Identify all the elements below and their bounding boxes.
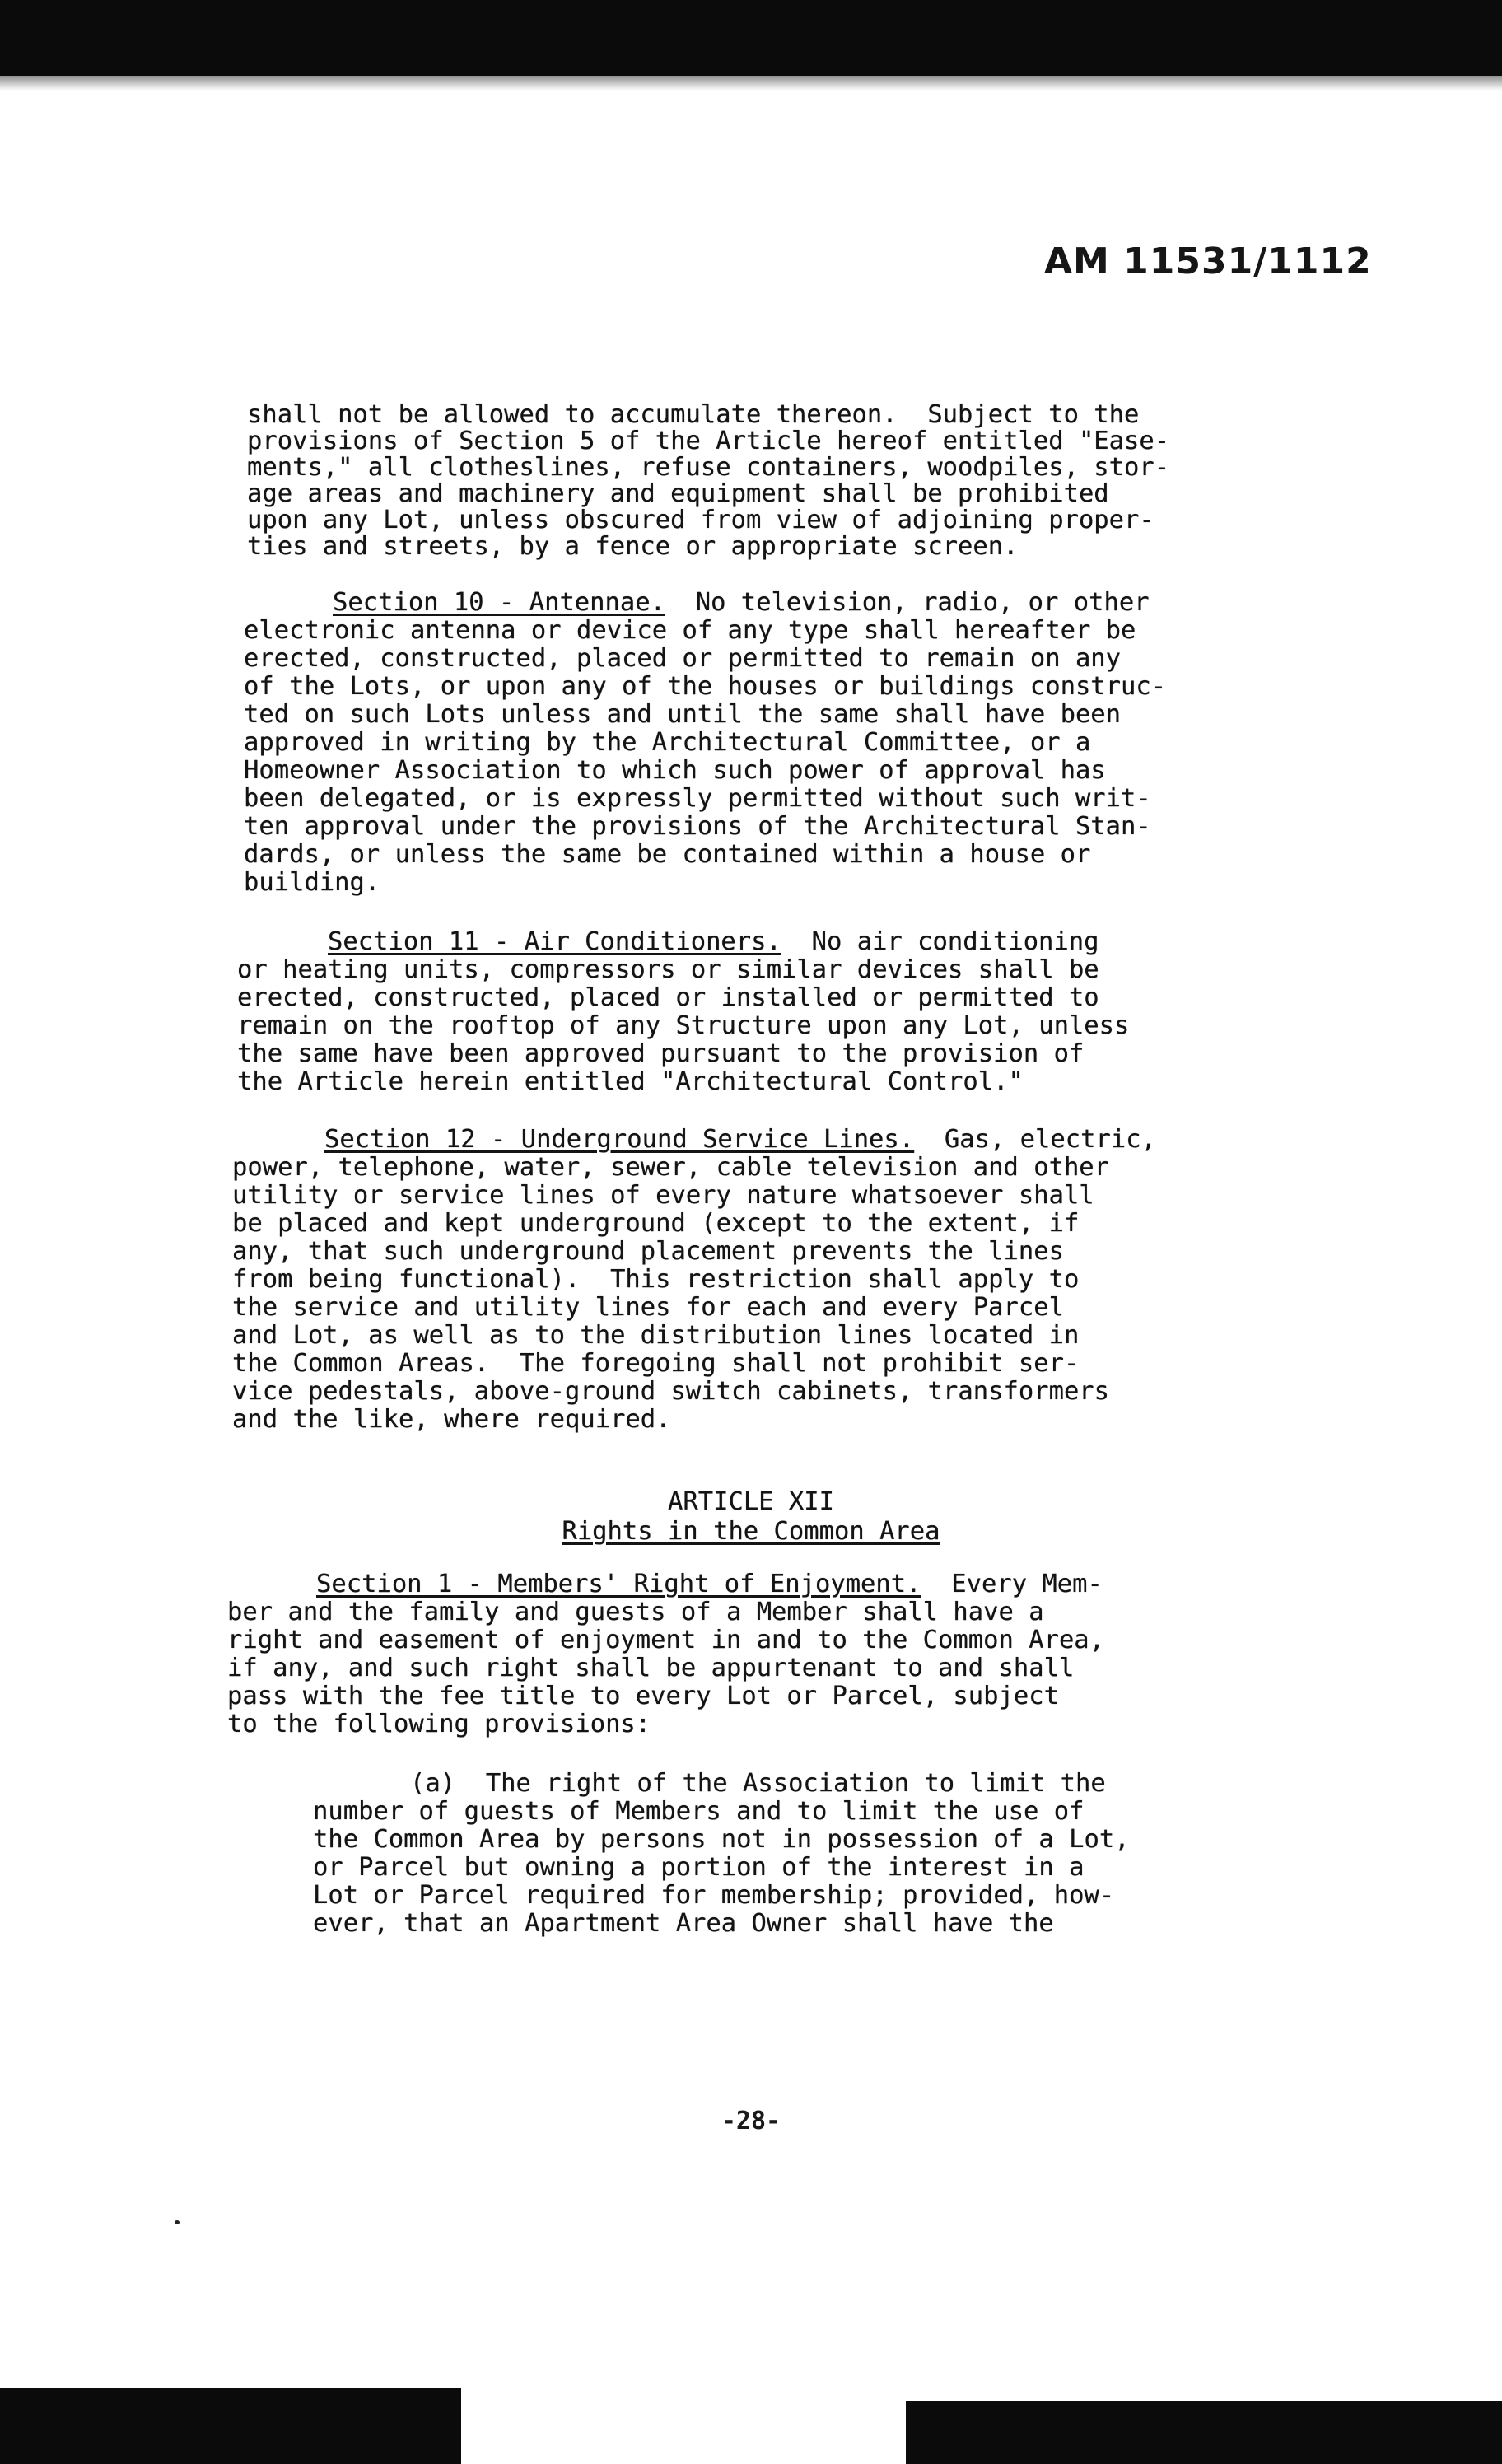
scan-speck bbox=[175, 2220, 180, 2224]
text-line: the same have been approved pursuant to the provision of bbox=[237, 1039, 1085, 1068]
text-line: ten approval under the provisions of the Architectural Stan- bbox=[244, 812, 1151, 841]
section-1-first-line bbox=[316, 1571, 1103, 1598]
text-line: from being functional). This restriction shall apply to bbox=[232, 1265, 1080, 1294]
text-line: been delegated, or is expressly permitted without such writ- bbox=[244, 784, 1151, 813]
section-10-text: No television, radio, or other bbox=[665, 588, 1150, 617]
article-title bbox=[0, 1519, 1502, 1545]
text-line: erected, constructed, placed or permitted to remain on any bbox=[244, 644, 1122, 673]
provision-a-label: (a) bbox=[410, 1769, 456, 1798]
text-line: of the Lots, or upon any of the houses or buildings construc- bbox=[244, 672, 1167, 701]
section-1-heading: Section 1 - Members' Right of Enjoyment. bbox=[316, 1570, 921, 1598]
text-line: approved in writing by the Architectural Committee, or a bbox=[244, 728, 1091, 757]
text-line: dards, or unless the same be contained within a house or bbox=[244, 840, 1091, 869]
text-line: ber and the family and guests of a Member shall have a bbox=[227, 1598, 1044, 1626]
scan-border-bottom-left bbox=[0, 2388, 461, 2464]
section-10-first-line bbox=[333, 590, 1150, 616]
text-line: electronic antenna or device of any type shall hereafter be bbox=[244, 616, 1136, 645]
text-line: ties and streets, by a fence or appropriate screen. bbox=[247, 532, 1019, 561]
text-line: and Lot, as well as to the distribution lines located in bbox=[232, 1321, 1080, 1350]
text-line: the Article herein entitled "Architectural Control." bbox=[237, 1067, 1024, 1096]
section-11-first-line bbox=[328, 929, 1099, 955]
text-line: Lot or Parcel required for membership; provided, how- bbox=[313, 1881, 1115, 1910]
text-line: ever, that an Apartment Area Owner shall have the bbox=[313, 1909, 1054, 1938]
text-line: be placed and kept underground (except to the extent, if bbox=[232, 1209, 1080, 1238]
text-line: or Parcel but owning a portion of the interest in a bbox=[313, 1853, 1085, 1882]
section-11-text: No air conditioning bbox=[781, 927, 1099, 956]
text-line: if any, and such right shall be appurtenant to and shall bbox=[227, 1654, 1075, 1682]
text-line: provisions of Section 5 of the Article hereof entitled "Ease- bbox=[247, 427, 1170, 455]
article-title-text: Rights in the Common Area bbox=[562, 1517, 940, 1546]
text-line: Homeowner Association to which such power of approval has bbox=[244, 756, 1106, 785]
scan-border-top-fade bbox=[0, 58, 1502, 91]
text-line: and the like, where required. bbox=[232, 1405, 671, 1434]
text-line: number of guests of Members and to limit the use of bbox=[313, 1797, 1085, 1826]
section-10-heading: Section 10 - Antennae. bbox=[333, 588, 665, 617]
page-id: AM 11531/1112 bbox=[1044, 240, 1372, 282]
section-11-heading: Section 11 - Air Conditioners. bbox=[328, 927, 781, 956]
text-line: power, telephone, water, sewer, cable television and other bbox=[232, 1153, 1110, 1182]
text-line: ments," all clotheslines, refuse containers, woodpiles, stor- bbox=[247, 453, 1170, 482]
text-line: to the following provisions: bbox=[227, 1710, 651, 1738]
text-line: vice pedestals, above-ground switch cabinets, transformers bbox=[232, 1377, 1110, 1406]
text-line: upon any Lot, unless obscured from view of adjoining proper- bbox=[247, 506, 1154, 534]
provision-a-first-line bbox=[410, 1771, 1106, 1797]
text-line: the Common Area by persons not in possession of a Lot, bbox=[313, 1825, 1130, 1854]
article-number: ARTICLE XII bbox=[668, 1487, 834, 1516]
provision-a-text: The right of the Association to limit the bbox=[455, 1769, 1106, 1798]
text-line: or heating units, compressors or similar devices shall be bbox=[237, 955, 1099, 984]
text-line: any, that such underground placement prevents the lines bbox=[232, 1237, 1064, 1266]
section-1-text: Every Mem- bbox=[921, 1570, 1103, 1598]
text-line: the Common Areas. The foregoing shall not prohibit ser- bbox=[232, 1349, 1080, 1378]
text-line: utility or service lines of every nature whatsoever shall bbox=[232, 1181, 1094, 1210]
text-line: pass with the fee title to every Lot or Parcel, subject bbox=[227, 1682, 1059, 1710]
text-line: age areas and machinery and equipment shall be prohibited bbox=[247, 479, 1109, 508]
text-line: remain on the rooftop of any Structure upon any Lot, unless bbox=[237, 1011, 1130, 1040]
text-line: the service and utility lines for each and every Parcel bbox=[232, 1293, 1064, 1322]
scan-border-bottom-right bbox=[906, 2401, 1502, 2464]
text-line: ted on such Lots unless and until the same shall have been bbox=[244, 700, 1122, 729]
text-line: erected, constructed, placed or installed or permitted to bbox=[237, 983, 1099, 1012]
text-line: right and easement of enjoyment in and to the Common Area, bbox=[227, 1626, 1105, 1654]
text-line: shall not be allowed to accumulate thereon. Subject to the bbox=[247, 400, 1140, 429]
section-12-text: Gas, electric, bbox=[914, 1125, 1156, 1154]
page-number: -28- bbox=[721, 2107, 781, 2135]
section-12-first-line bbox=[324, 1127, 1156, 1153]
text-line: building. bbox=[244, 868, 380, 897]
section-12-heading: Section 12 - Underground Service Lines. bbox=[324, 1125, 915, 1154]
